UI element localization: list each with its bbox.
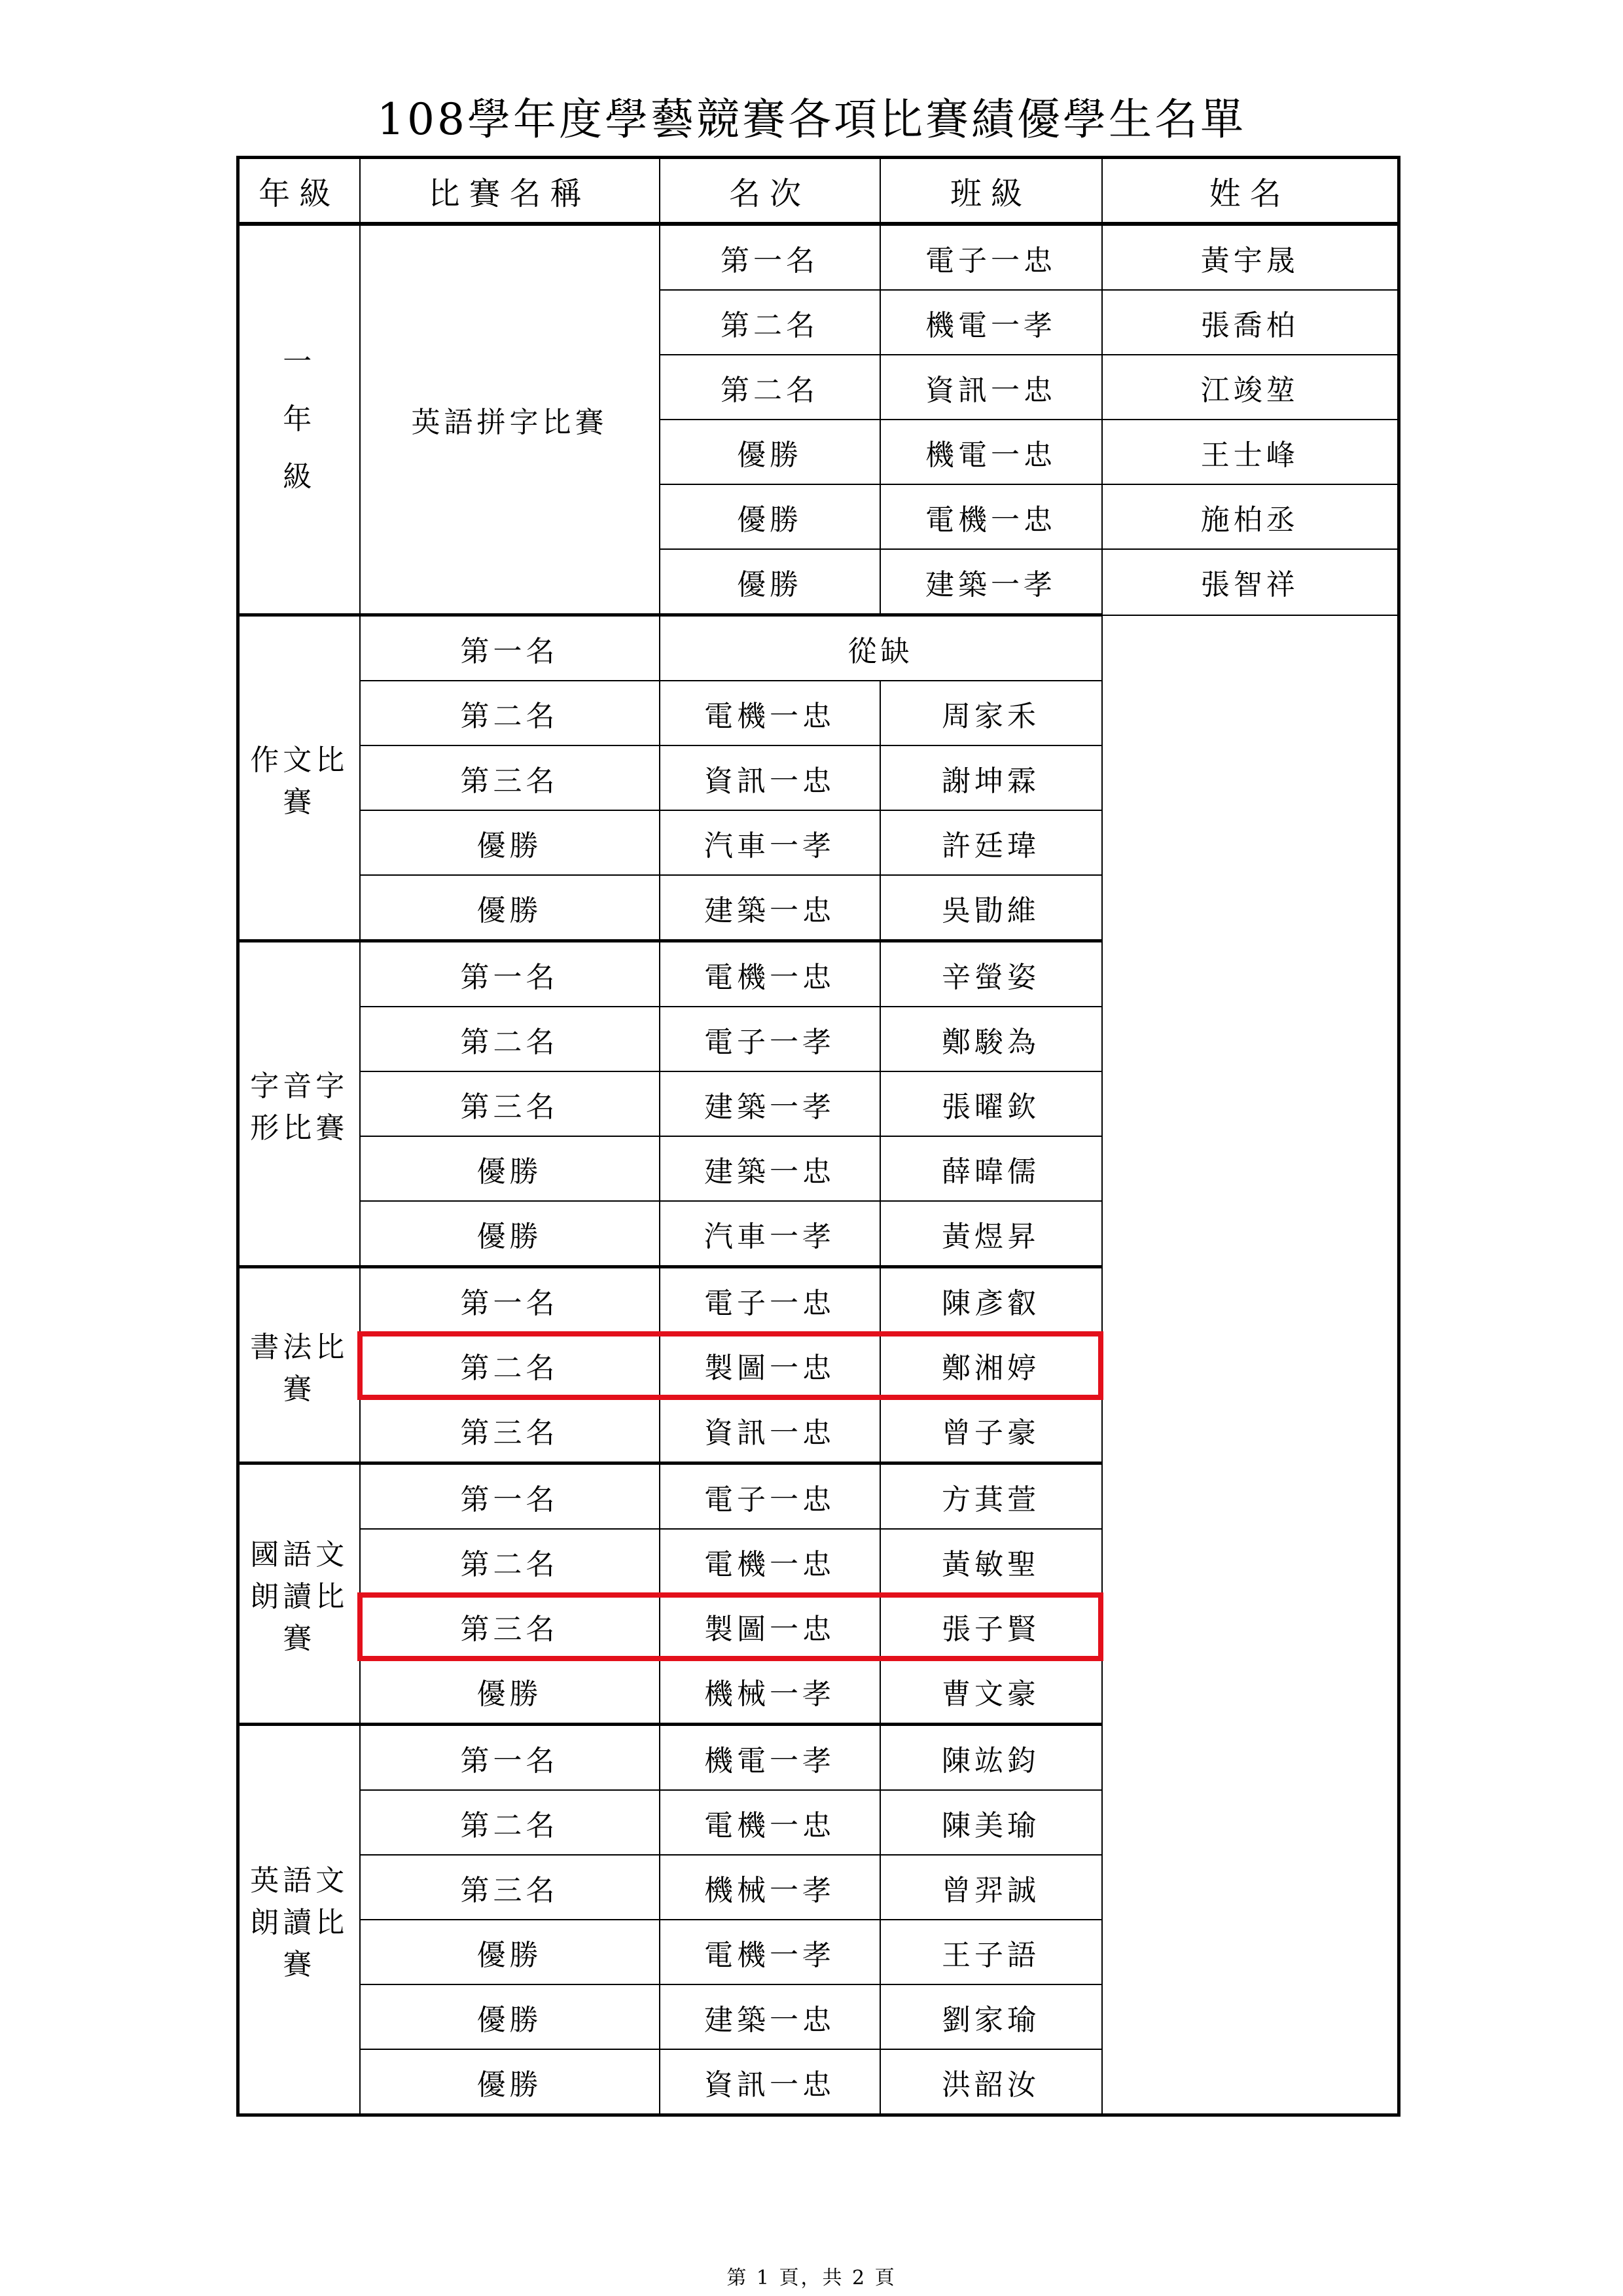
rank-cell: 優勝 [360, 1201, 660, 1267]
rank-cell: 第一名 [360, 1463, 660, 1530]
table-row [238, 1463, 1399, 1530]
student-name-cell: 陳彥叡 [880, 1267, 1102, 1333]
competition-group [238, 615, 1399, 941]
student-name-cell: 施柏丞 [1102, 484, 1399, 549]
table-row [238, 224, 1399, 290]
table-row [238, 1920, 1399, 1984]
student-name-cell: 黃敏聖 [880, 1529, 1102, 1594]
student-name-cell: 曾子豪 [880, 1397, 1102, 1463]
highlighted-row [238, 1594, 1399, 1659]
rank-cell: 第二名 [360, 1333, 660, 1397]
student-name-cell: 洪韶汝 [880, 2049, 1102, 2115]
competition-name: 英語拼字比賽 [360, 224, 660, 615]
rank-cell: 優勝 [360, 2049, 660, 2115]
highlighted-row [238, 1333, 1399, 1397]
table-row [238, 1659, 1399, 1725]
class-cell: 建築一忠 [660, 1136, 880, 1201]
competition-group [238, 224, 1399, 615]
rank-cell: 優勝 [660, 484, 880, 549]
rank-cell: 優勝 [660, 420, 880, 484]
student-name-cell: 張智祥 [1102, 549, 1399, 615]
header-class: 班級 [880, 158, 1102, 224]
class-cell: 電機一忠 [660, 1790, 880, 1855]
class-cell: 資訊一忠 [660, 745, 880, 810]
class-cell: 機電一孝 [660, 1725, 880, 1791]
rank-cell: 優勝 [360, 1984, 660, 2049]
rank-cell: 第二名 [660, 290, 880, 355]
competition-name: 書法比賽 [238, 1267, 360, 1463]
rank-cell: 第一名 [660, 224, 880, 290]
student-name-cell: 張子賢 [880, 1594, 1102, 1659]
header-grade: 年級 [238, 158, 360, 224]
student-name-cell: 方萁萱 [880, 1463, 1102, 1530]
table-row [238, 1725, 1399, 1791]
competition-group [238, 1463, 1399, 1725]
class-cell: 汽車一孝 [660, 810, 880, 875]
grade-char: 級 [283, 460, 316, 493]
rank-cell: 第三名 [360, 745, 660, 810]
table-row [238, 681, 1399, 745]
class-cell: 製圖一忠 [660, 1594, 880, 1659]
table-row [238, 1267, 1399, 1333]
class-cell: 建築一忠 [660, 875, 880, 941]
results-table [236, 156, 1400, 2117]
rank-cell: 第一名 [360, 941, 660, 1007]
header-competition: 比賽名稱 [360, 158, 660, 224]
student-name-cell: 辛螢姿 [880, 941, 1102, 1007]
class-cell: 資訊一忠 [660, 1397, 880, 1463]
rank-cell: 第二名 [360, 681, 660, 745]
rank-cell: 第一名 [360, 615, 660, 681]
student-name-cell: 張曜欽 [880, 1071, 1102, 1136]
student-name-cell: 許廷瑋 [880, 810, 1102, 875]
class-cell: 機械一孝 [660, 1855, 880, 1920]
student-name-cell: 曹文豪 [880, 1659, 1102, 1725]
class-cell: 電機一忠 [880, 484, 1102, 549]
class-cell: 電機一孝 [660, 1920, 880, 1984]
table-row [238, 1136, 1399, 1201]
competition-name: 作文比賽 [238, 615, 360, 941]
header-rank: 名次 [660, 158, 880, 224]
table-row [238, 1071, 1399, 1136]
student-name-cell: 王子語 [880, 1920, 1102, 1984]
rank-cell: 第二名 [360, 1529, 660, 1594]
rank-cell: 優勝 [360, 1136, 660, 1201]
class-cell: 電機一忠 [660, 1529, 880, 1594]
rank-cell: 第三名 [360, 1855, 660, 1920]
table-row [238, 1529, 1399, 1594]
class-cell: 電子一忠 [880, 224, 1102, 290]
vacant-cell: 從缺 [660, 615, 1102, 681]
student-name-cell: 鄭湘婷 [880, 1333, 1102, 1397]
class-cell: 電機一忠 [660, 941, 880, 1007]
class-cell: 資訊一忠 [660, 2049, 880, 2115]
class-cell: 機電一孝 [880, 290, 1102, 355]
student-name-cell: 謝坤霖 [880, 745, 1102, 810]
table-row [238, 875, 1399, 941]
class-cell: 電子一忠 [660, 1267, 880, 1333]
rank-cell: 第三名 [360, 1594, 660, 1659]
table-row [238, 1397, 1399, 1463]
student-name-cell: 周家禾 [880, 681, 1102, 745]
competition-group [238, 941, 1399, 1267]
grade-char: 一 [283, 345, 316, 378]
page-footer: 第 1 頁，共 2 頁 [726, 2267, 897, 2289]
competition-name: 字音字形比賽 [238, 941, 360, 1267]
table-row [238, 745, 1399, 810]
student-name-cell: 黃宇晟 [1102, 224, 1399, 290]
student-name-cell: 劉家瑜 [880, 1984, 1102, 2049]
student-name-cell: 黃煜昇 [880, 1201, 1102, 1267]
table-row [238, 1790, 1399, 1855]
class-cell: 電子一忠 [660, 1463, 880, 1530]
student-name-cell: 鄭駿為 [880, 1007, 1102, 1071]
table-row [238, 615, 1399, 681]
table-row [238, 1984, 1399, 2049]
competition-group [238, 1267, 1399, 1463]
student-name-cell: 曾羿誠 [880, 1855, 1102, 1920]
rank-cell: 第三名 [360, 1397, 660, 1463]
student-name-cell: 陳竑鈞 [880, 1725, 1102, 1791]
document-title: 108學年度學藝競賽各項比賽績優學生名單 [377, 94, 1246, 145]
class-cell: 建築一孝 [660, 1071, 880, 1136]
class-cell: 資訊一忠 [880, 355, 1102, 420]
table-row [238, 941, 1399, 1007]
rank-cell: 第二名 [360, 1007, 660, 1071]
rank-cell: 優勝 [660, 549, 880, 615]
class-cell: 汽車一孝 [660, 1201, 880, 1267]
rank-cell: 第三名 [360, 1071, 660, 1136]
rank-cell: 第二名 [360, 1790, 660, 1855]
table-row [238, 1201, 1399, 1267]
class-cell: 製圖一忠 [660, 1333, 880, 1397]
rank-cell: 第二名 [660, 355, 880, 420]
class-cell: 機械一孝 [660, 1659, 880, 1725]
class-cell: 電子一孝 [660, 1007, 880, 1071]
student-name-cell: 江竣堃 [1102, 355, 1399, 420]
table-header [238, 158, 1399, 224]
table-row [238, 2049, 1399, 2115]
rank-cell: 優勝 [360, 1920, 660, 1984]
student-name-cell: 王士峰 [1102, 420, 1399, 484]
class-cell: 建築一孝 [880, 549, 1102, 615]
student-name-cell: 薛暐儒 [880, 1136, 1102, 1201]
rank-cell: 優勝 [360, 810, 660, 875]
table-row [238, 1855, 1399, 1920]
class-cell: 機電一忠 [880, 420, 1102, 484]
competition-name: 英語文朗讀比賽 [238, 1725, 360, 2115]
header-name: 姓名 [1102, 158, 1399, 224]
grade-cell [238, 224, 360, 615]
table-row [238, 810, 1399, 875]
rank-cell: 第一名 [360, 1725, 660, 1791]
competition-name: 國語文朗讀比賽 [238, 1463, 360, 1725]
class-cell: 電機一忠 [660, 681, 880, 745]
table-row [238, 1007, 1399, 1071]
student-name-cell: 吳勖維 [880, 875, 1102, 941]
class-cell: 建築一忠 [660, 1984, 880, 2049]
rank-cell: 優勝 [360, 875, 660, 941]
student-name-cell: 張喬柏 [1102, 290, 1399, 355]
rank-cell: 優勝 [360, 1659, 660, 1725]
rank-cell: 第一名 [360, 1267, 660, 1333]
student-name-cell: 陳美瑜 [880, 1790, 1102, 1855]
grade-char: 年 [283, 403, 316, 436]
competition-group [238, 1725, 1399, 2115]
